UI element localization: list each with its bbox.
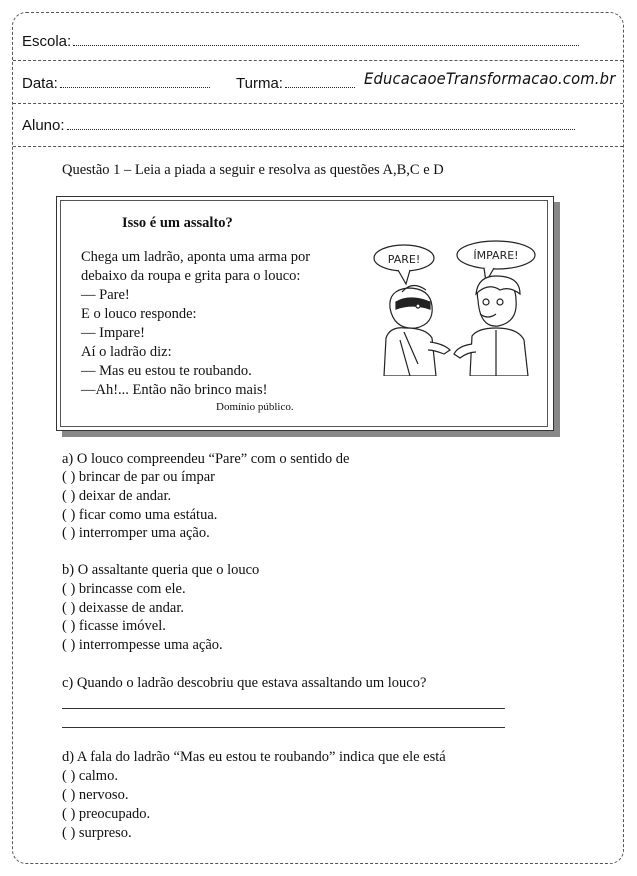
question-b-option[interactable]: ( ) deixasse de andar. xyxy=(62,600,184,616)
story-line: E o louco responde: xyxy=(81,306,197,322)
answer-line[interactable] xyxy=(62,727,505,728)
question-d-option[interactable]: ( ) preocupado. xyxy=(62,806,151,822)
question-d-prompt: d) A fala do ladrão “Mas eu estou te roubando” indica que ele está xyxy=(62,749,446,765)
question-d-option[interactable]: ( ) calmo. xyxy=(62,768,118,784)
question-b-option[interactable]: ( ) ficasse imóvel. xyxy=(62,618,166,634)
turma-blank[interactable] xyxy=(285,87,355,88)
aluno-field[interactable] xyxy=(22,117,575,134)
escola-field[interactable] xyxy=(22,33,579,50)
turma-label: Turma: xyxy=(236,75,283,92)
louco-figure xyxy=(454,276,528,376)
question-title: Questão 1 – Leia a piada a seguir e resolva as questões A,B,C e D xyxy=(62,162,444,178)
aluno-blank[interactable] xyxy=(67,129,575,130)
bubble-right-text: ÍMPARE! xyxy=(473,249,519,262)
escola-label: Escola: xyxy=(22,33,72,50)
bubble-left-text: PARE! xyxy=(387,253,421,266)
story-line: — Impare! xyxy=(81,325,146,341)
question-b-prompt: b) O assaltante queria que o louco xyxy=(62,562,260,578)
aluno-label: Aluno: xyxy=(22,117,65,134)
escola-blank[interactable] xyxy=(73,45,579,46)
story-line: Chega um ladrão, aponta uma arma por xyxy=(81,249,311,265)
question-b-option[interactable]: ( ) brincasse com ele. xyxy=(62,581,186,597)
story-line: — Pare! xyxy=(81,287,130,303)
speech-bubble-left xyxy=(374,245,434,284)
question-a-prompt: a) O louco compreendeu “Pare” com o sentido de xyxy=(62,451,350,467)
worksheet-border xyxy=(12,12,624,864)
question-d-option[interactable]: ( ) nervoso. xyxy=(62,787,129,803)
question-a-option[interactable]: ( ) brincar de par ou ímpar xyxy=(62,469,215,485)
question-a-option[interactable]: ( ) interromper uma ação. xyxy=(62,525,210,541)
turma-field[interactable] xyxy=(236,75,355,92)
header-divider-1 xyxy=(13,60,623,61)
question-a-option[interactable]: ( ) deixar de andar. xyxy=(62,488,172,504)
site-watermark: EducacaoeTransformacao.com.br xyxy=(364,69,616,88)
question-c-prompt: c) Quando o ladrão descobriu que estava assaltando um louco? xyxy=(62,675,427,691)
data-label: Data: xyxy=(22,75,58,92)
story-line: Aí o ladrão diz: xyxy=(81,344,172,360)
thief-figure xyxy=(384,285,450,376)
data-blank[interactable] xyxy=(60,87,210,88)
header-divider-2 xyxy=(13,103,623,104)
question-d-option[interactable]: ( ) surpreso. xyxy=(62,825,132,841)
story-line: — Mas eu estou te roubando. xyxy=(81,363,252,379)
story-line: —Ah!... Então não brinco mais! xyxy=(81,382,268,398)
data-field[interactable] xyxy=(22,75,210,92)
story-title: Isso é um assalto? xyxy=(122,215,233,231)
header-divider-3 xyxy=(13,146,623,147)
answer-line[interactable] xyxy=(62,708,505,709)
question-b-option[interactable]: ( ) interrompesse uma ação. xyxy=(62,637,223,653)
cartoon-illustration xyxy=(360,236,540,376)
story-source: Domínio público. xyxy=(216,401,294,413)
question-a-option[interactable]: ( ) ficar como uma estátua. xyxy=(62,507,218,523)
story-line: debaixo da roupa e grita para o louco: xyxy=(81,268,301,284)
